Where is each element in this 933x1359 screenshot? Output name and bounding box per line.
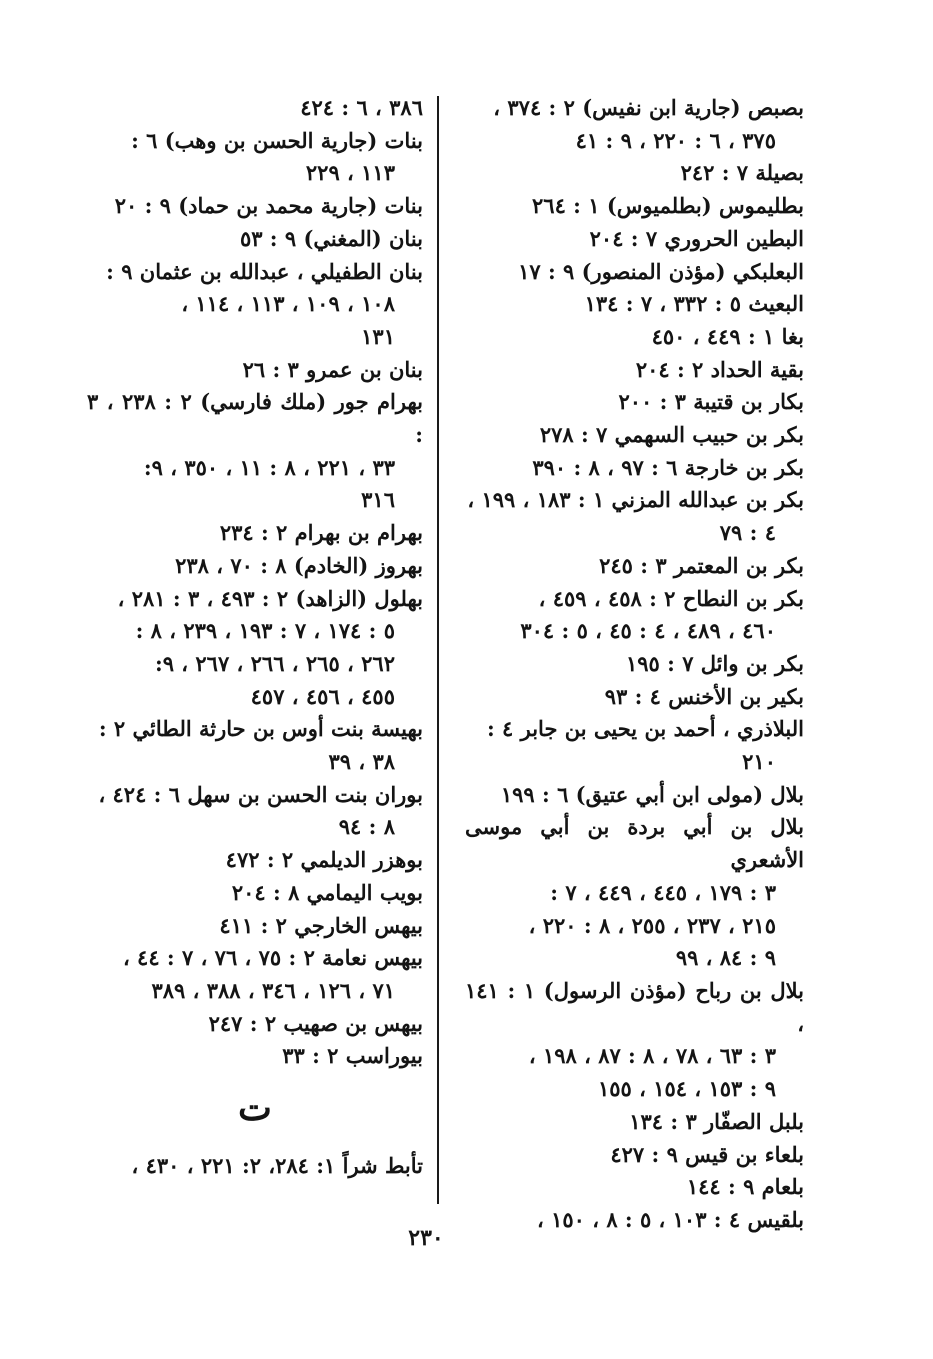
page-number: ٢٣٠ xyxy=(408,1225,444,1251)
entry-heading-line: بطليموس (بطلميوس) ١ : ٢٦٤ xyxy=(532,193,804,219)
entry-heading-line: بكر بن المعتمر ٣ : ٢٤٥ xyxy=(599,552,804,578)
entry-heading-line: ٣٨٦ ، ٦ : ٤٢٤ xyxy=(300,95,423,120)
entry-continuation-line: ٣ : ١٧٩ ، ٤٤٥ ، ٤٤٩ ، ٧ : xyxy=(550,879,776,905)
index-entry xyxy=(465,288,804,321)
index-entry xyxy=(465,779,804,812)
index-entry xyxy=(87,583,423,714)
entry-continuation-line: ٤٥٥ ، ٤٥٦ ، ٤٥٧ xyxy=(250,683,395,709)
index-entry xyxy=(465,484,804,549)
index-entry xyxy=(465,1171,804,1204)
entry-heading-line: بهيسة بنت أوس بن حارثة الطائي ٢ : xyxy=(98,716,423,742)
entry-heading-line: بلعاء بن قيس ٩ : ٤٢٧ xyxy=(610,1141,804,1167)
index-entry xyxy=(87,125,423,190)
entry-continuation-line: ٤٦٠ ، ٤٨٩ ، ٤ : ٤٥ ، ٥ : ٣٠٤ xyxy=(520,618,776,644)
entry-heading-line: بصيلة ٧ : ٢٤٢ xyxy=(680,160,804,186)
index-entry xyxy=(87,942,423,1007)
entry-continuation-line: ٣٧٥ ، ٦ : ٢٢٠ ، ٩ : ٤١ xyxy=(575,127,776,153)
entry-heading-line: بيوراسب ٢ : ٣٣ xyxy=(282,1043,423,1069)
index-entry xyxy=(87,1040,423,1073)
index-entry xyxy=(87,550,423,583)
entry-heading-line: بهلول (الزاهد) ٢ : ٤٩٣ ، ٣ : ٢٨١ ، xyxy=(117,585,423,611)
index-entry xyxy=(465,157,804,190)
column-divider xyxy=(437,96,439,1204)
entry-heading-line: البعيث ٥ : ٣٣٢ ، ٧ : ١٣٤ xyxy=(584,291,804,317)
entry-continuation-line: ٢٦٢ ، ٢٦٥ ، ٢٦٦ ، ٢٦٧ ، ٩: xyxy=(154,650,395,676)
entry-heading-line: بلعام ٩ : ١٤٤ xyxy=(686,1174,804,1200)
entry-continuation-line: ٥ : ١٧٤ ، ٧ : ١٩٣ ، ٢٣٩ ، ٨ : xyxy=(135,618,395,644)
index-entry xyxy=(87,386,423,517)
index-column-right xyxy=(465,92,804,1237)
entry-continuation-line: ٢١٠ xyxy=(742,749,776,775)
entry-continuation-line: ٣٣ ، ٢٢١ ، ٨ : ١١ ، ٣٥٠ ، ٩: xyxy=(143,454,395,480)
index-entry xyxy=(87,190,423,223)
entry-heading-line: بيهس بن صهيب ٢ : ٢٤٧ xyxy=(208,1010,423,1036)
index-entry xyxy=(87,256,423,354)
entry-continuation-line: ٧١ ، ١٢٦ ، ٣٤٦ ، ٣٨٨ ، ٣٨٩ xyxy=(151,977,395,1003)
index-entry xyxy=(465,550,804,583)
entry-continuation-line: ٩ : ١٥٣ ، ١٥٤ ، ١٥٥ xyxy=(598,1076,776,1102)
entry-heading-line: بكر بن عبدالله المزني ١ : ١٨٣ ، ١٩٩ ، xyxy=(467,487,804,513)
entry-heading-line: البعلبكي (مؤذن المنصور) ٩ : ١٧ xyxy=(518,258,804,284)
entry-heading-line: بكار بن قتيبة ٣ : ٢٠٠ xyxy=(618,389,804,415)
index-entry xyxy=(465,321,804,354)
index-entry xyxy=(87,844,423,877)
entry-heading-line: بوران بنت الحسن بن سهل ٦ : ٤٢٤ ، xyxy=(98,781,423,807)
index-entry xyxy=(465,1204,804,1237)
index-entry xyxy=(87,354,423,387)
entry-continuation-line: ٢١٥ ، ٢٣٧ ، ٢٥٥ ، ٨ : ٢٢٠ ، xyxy=(528,912,776,938)
entry-continuation-line: ١١٣ ، ٢٢٩ xyxy=(305,160,395,186)
index-entry xyxy=(465,419,804,452)
entry-heading-line: بلال بن أبي بردة بن أبي موسى الأشعري xyxy=(465,814,804,873)
entry-heading-line: بلبل الصفّار ٣ : ١٣٤ xyxy=(629,1108,804,1134)
index-entry xyxy=(465,1106,804,1139)
index-entry xyxy=(465,811,804,975)
entry-heading-line: بنات (جارية الحسن بن وهب) ٦ : xyxy=(131,127,423,153)
entry-heading-line: بكير بن الأخنس ٤ : ٩٣ xyxy=(604,683,804,709)
entry-heading-line: بصبص (جارية ابن نفيس) ٢ : ٣٧٤ ، xyxy=(493,95,804,120)
entry-heading-line: بلال بن رباح (مؤذن الرسول) ١ : ١٤١ ، xyxy=(465,977,804,1036)
entry-heading-line: بقية الحداد ٢ : ٢٠٤ xyxy=(635,356,804,382)
index-entry xyxy=(87,910,423,943)
entry-heading-line: بنان الطفيلي ، عبدالله بن عثمان ٩ : xyxy=(106,258,423,284)
entry-heading-line: بنان بن عمرو ٣ : ٢٦ xyxy=(242,356,423,382)
index-entry xyxy=(465,223,804,256)
index-entry xyxy=(465,648,804,681)
index-entry xyxy=(465,681,804,714)
index-entry xyxy=(465,354,804,387)
index-entry xyxy=(87,223,423,256)
index-entry xyxy=(87,779,423,844)
entry-heading-line: بلقيس ٤ : ١٠٣ ، ٥ : ٨ ، ١٥٠ ، xyxy=(536,1206,804,1232)
index-entry xyxy=(87,877,423,910)
entry-continuation-line: ٣٨ ، ٣٩ xyxy=(328,749,395,775)
entry-heading-line: البطين الحروري ٧ : ٢٠٤ xyxy=(589,225,804,251)
entry-continuation-line: ٣١٦ xyxy=(361,487,395,513)
entry-heading-line: بكر بن خارجة ٦ : ٩٧ ، ٨ : ٣٩٠ xyxy=(532,454,804,480)
entry-continuation-line: ٤ : ٧٩ xyxy=(719,520,776,546)
entry-heading-line: بنات (جارية محمد بن حماد) ٩ : ٢٠ xyxy=(114,193,423,219)
index-entry xyxy=(87,1008,423,1041)
index-entry xyxy=(465,583,804,648)
entry-heading-line: بكر بن النطاح ٢ : ٤٥٨ ، ٤٥٩ ، xyxy=(538,585,804,611)
entry-heading-line: بلال (مولى ابن أبي عتيق) ٦ : ١٩٩ xyxy=(500,781,804,807)
entry-heading-line: بغا ١ : ٤٤٩ ، ٤٥٠ xyxy=(651,323,804,349)
entry-heading-line: بهروز (الخادم) ٨ : ٧٠ ، ٢٣٨ xyxy=(175,552,423,578)
index-entry xyxy=(465,92,804,157)
entry-continuation-line: ٩ : ٨٤ ، ٩٩ xyxy=(675,945,776,971)
entry-heading-line: بنان (المغني) ٩ : ٥٣ xyxy=(239,225,423,251)
entry-heading-line: بيهس نعامة ٢ : ٧٥ ، ٧٦ ، ٧ : ٤٤ ، xyxy=(122,945,423,971)
entry-heading-line: بكر بن وائل ٧ : ١٩٥ xyxy=(625,650,804,676)
index-entry xyxy=(465,1139,804,1172)
entry-heading-line: بوهزر الديلمي ٢ : ٤٧٢ xyxy=(225,847,423,873)
index-entry xyxy=(465,713,804,778)
entry-heading-line: بكر بن حبيب السهمي ٧ : ٢٧٨ xyxy=(539,422,804,448)
index-entry xyxy=(465,386,804,419)
entry-continuation-line: ٣ : ٦٣ ، ٧٨ ، ٨ : ٨٧ ، ١٩٨ ، xyxy=(528,1043,776,1069)
section-letter-heading: ت xyxy=(238,1087,272,1129)
entry-continuation-line: ٨ : ٩٤ xyxy=(338,814,395,840)
entry-continuation-line: ١٠٨ ، ١٠٩ ، ١١٣ ، ١١٤ ، xyxy=(181,291,395,317)
index-entry xyxy=(465,190,804,223)
entry-heading-line: بويب اليمامي ٨ : ٢٠٤ xyxy=(231,879,423,905)
entry-heading-line: بيهس الخارجي ٢ : ٤١١ xyxy=(219,912,423,938)
entry-heading-line: بهرام بن بهرام ٢ : ٢٣٤ xyxy=(219,520,423,546)
index-entry-last: تأبط شراً ١: ٢٨٤، ٢: ٢٢١ ، ٤٣٠ ، xyxy=(131,1153,423,1178)
entry-heading-line: بهرام جور (ملك فارسي) ٢ : ٢٣٨ ، ٣ : xyxy=(87,389,423,448)
index-entry xyxy=(87,713,423,778)
entry-continuation-line: ١٣١ xyxy=(361,323,395,349)
index-column-left xyxy=(87,92,423,1073)
index-entry xyxy=(465,452,804,485)
index-entry xyxy=(87,92,423,125)
index-entry xyxy=(465,975,804,1106)
entry-heading-line: البلاذري ، أحمد بن يحيى بن جابر ٤ : xyxy=(486,716,804,742)
index-entry xyxy=(87,517,423,550)
index-entry xyxy=(465,256,804,289)
